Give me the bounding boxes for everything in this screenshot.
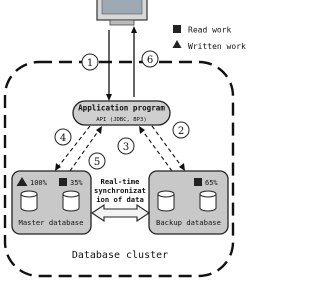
backup-database-node <box>149 171 228 234</box>
svg-text:5: 5 <box>93 157 101 168</box>
backup-database-label: Backup database <box>156 218 221 227</box>
database-cluster-boundary <box>5 62 233 276</box>
master-database-label: Master database <box>18 218 84 227</box>
step-3-badge <box>118 138 134 154</box>
database-cluster-label: Database cluster <box>71 250 169 261</box>
svg-text:2: 2 <box>177 126 185 137</box>
database-cylinder-icon <box>63 191 79 211</box>
computer-monitor-icon <box>97 0 147 25</box>
step-2-badge <box>173 122 189 138</box>
arrow-3 <box>139 126 172 171</box>
svg-text:1: 1 <box>86 58 94 69</box>
database-cylinder-icon <box>200 191 216 211</box>
backup-read-pct: 65% <box>205 179 218 187</box>
legend-read-work: Read work <box>188 25 232 35</box>
master-database-node <box>12 171 91 234</box>
arrow-1 <box>106 30 112 101</box>
database-cylinder-icon <box>21 191 37 211</box>
application-program-box <box>73 101 170 125</box>
step-6-badge <box>142 51 158 67</box>
step-1-badge <box>82 54 98 70</box>
step-4-badge <box>55 129 71 145</box>
read-square-icon <box>59 178 67 186</box>
svg-text:4: 4 <box>59 133 67 144</box>
read-work-square-icon <box>173 25 181 33</box>
application-api-label: API (JDBC, BP3) <box>96 117 147 123</box>
svg-text:ion of data: ion of data <box>96 195 144 204</box>
read-square-icon <box>194 178 202 186</box>
sync-label <box>94 177 146 204</box>
database-cylinder-icon <box>158 191 174 211</box>
svg-text:6: 6 <box>146 55 154 66</box>
step-5-badge <box>89 153 105 169</box>
master-read-pct: 35% <box>70 179 83 187</box>
written-work-triangle-icon <box>173 40 182 48</box>
master-write-pct: 100% <box>30 179 47 187</box>
svg-text:synchronizat: synchronizat <box>94 186 146 195</box>
application-program-title: Application program <box>78 103 165 113</box>
legend <box>173 25 246 51</box>
svg-text:3: 3 <box>122 142 130 153</box>
legend-written-work: Written work <box>188 42 246 51</box>
svg-text:Real-time: Real-time <box>100 177 140 186</box>
sync-double-arrow <box>92 205 149 221</box>
